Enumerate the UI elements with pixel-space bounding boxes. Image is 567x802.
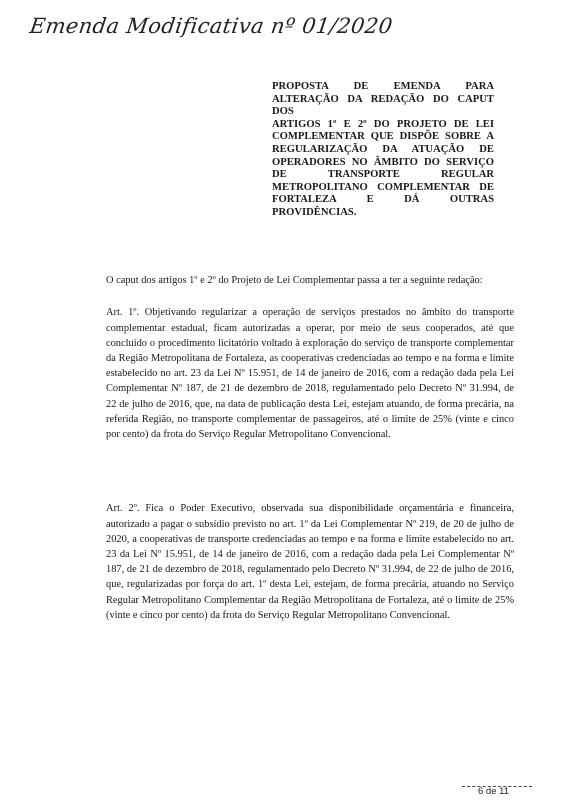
ementa-line: PROPOSTA DE EMENDA PARA (272, 81, 494, 92)
ementa-block (272, 81, 494, 220)
ementa-line: DE TRANSPORTE REGULAR (272, 169, 494, 181)
page-number: 6 de 11 (478, 786, 509, 797)
ementa-line: COMPLEMENTAR QUE DISPÕE SOBRE A (272, 131, 494, 143)
intro-paragraph: O caput dos artigos 1º e 2º do Projeto de Lei Complementar passa a ter a seguinte redação: (106, 275, 483, 287)
ementa-line: PROVIDÊNCIAS. (272, 206, 357, 218)
article-1-paragraph: Art. 1º. Objetivando regularizar a operação de serviços prestados no âmbito do transporte complementar estadual, ficam autorizadas a operar, por meio de seus cooperados, até que concluído o procedimento licitatório voltado à exploração do serviço de transporte complementar da Região Metropolitana de Fortaleza, as cooperativas credenciadas ao tempo e na forma e limite estabelecido no art. 23 da Lei Nº 15.951, de 14 de janeiro de 2016, com a redação dada pela Lei Complementar Nº 187, de 21 de dezembro de 2018, regulamentado pelo Decreto Nº 31.994, de 22 de julho de 2016, que, na data de publicação desta Lei, estejam atuando, de forma precária, na referida Região, no transporte complementar de passageiros, até o limite de 25% (vinte e cinco por cento) da frota do Serviço Regular Metropolitano Convencional. (106, 307, 514, 441)
article-2-paragraph: Art. 2º. Fica o Poder Executivo, observada sua disponibilidade orçamentária e financeira, autorizado a pagar o subsídio previsto no art. 1º da Lei Complementar Nº 219, de 20 de julho de 2020, a cooperativas de transporte credenciadas ao tempo e na forma e limite estabelecido no art. 23 da Lei Nº 15.951, de 14 de janeiro de 2016, com a redação dada pela Lei Complementar Nº 187, de 21 de dezembro de 2018, regulamentado pelo Decreto Nº 31.994, de 22 de julho de 2016, que, regularizadas por força do art. 1º desta Lei, estejam, de forma precária, atuando no Serviço Regular Metropolitano Complementar da Região Metropolitana de Fortaleza, até o limite de 25% (vinte e cinco por cento) da frota do Serviço Regular Metropolitano Convencional. (106, 503, 514, 621)
ementa-line: METROPOLITANO COMPLEMENTAR DE (272, 181, 494, 193)
ementa-line: ARTIGOS 1º E 2º DO PROJETO DE LEI (272, 118, 494, 130)
ementa-line: ALTERAÇÃO DA REDAÇÃO DO CAPUT DOS (272, 93, 494, 118)
ementa-line: FORTALEZA E DÁ OUTRAS (272, 194, 494, 206)
handwritten-annotation: Emenda Modificativa nº 01/2020 (28, 14, 395, 38)
ementa-line: REGULARIZAÇÃO DA ATUAÇÃO DE (272, 143, 494, 155)
ementa-line: OPERADORES NO ÂMBITO DO SERVIÇO (272, 156, 494, 168)
